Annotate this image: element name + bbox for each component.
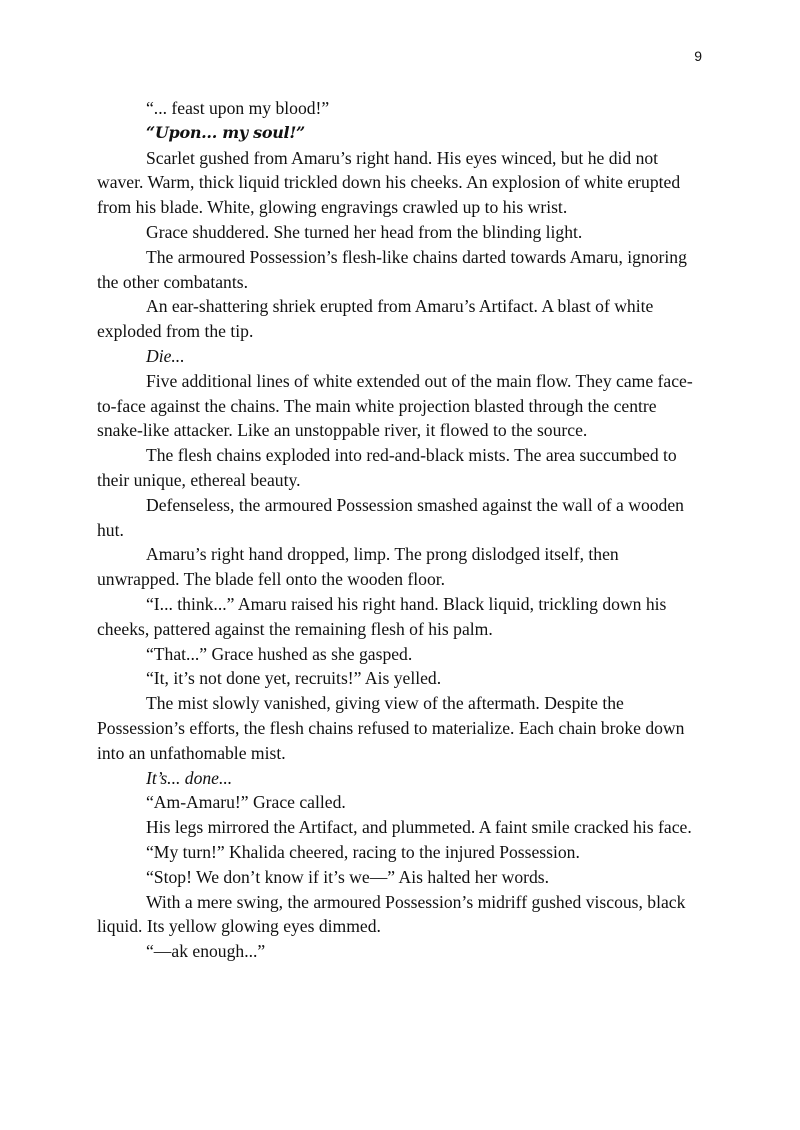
paragraph: “Am-Amaru!” Grace called. [146, 792, 346, 813]
paragraph-thought: It’s... done... [146, 767, 233, 788]
paragraph: With a mere swing, the armoured Possession’s midriff gushed viscous, black liquid. Its yellow glowing eyes dimmed. [97, 891, 686, 937]
paragraph: An ear-shattering shriek erupted from Amaru’s Artifact. A blast of white exploded from the tip. [97, 296, 654, 342]
paragraph: Grace shuddered. She turned her head from the blinding light. [146, 221, 583, 242]
page-number: 9 [694, 48, 702, 64]
paragraph: “Stop! We don’t know if it’s we—” Ais halted her words. [146, 866, 550, 887]
paragraph-chant: “Upon... my soul!” [146, 122, 305, 142]
paragraph: The armoured Possession’s flesh-like chains darted towards Amaru, ignoring the other combatants. [97, 246, 687, 292]
paragraph: “My turn!” Khalida cheered, racing to the injured Possession. [146, 841, 580, 862]
body-text [97, 96, 703, 964]
paragraph: “It, it’s not done yet, recruits!” Ais yelled. [146, 668, 442, 689]
paragraph: His legs mirrored the Artifact, and plummeted. A faint smile cracked his face. [146, 817, 692, 838]
paragraph: The mist slowly vanished, giving view of the aftermath. Despite the Possession’s efforts, the flesh chains refused to materialize. Each chain broke down into an unfathomable mist. [97, 693, 685, 763]
paragraph: “That...” Grace hushed as she gasped. [146, 643, 413, 664]
paragraph: “—ak enough...” [146, 941, 266, 962]
paragraph: “I... think...” Amaru raised his right hand. Black liquid, trickling down his cheeks, pattered against the remaining flesh of his palm. [97, 593, 667, 639]
paragraph: Amaru’s right hand dropped, limp. The prong dislodged itself, then unwrapped. The blade fell onto the wooden floor. [97, 544, 619, 590]
paragraph: The flesh chains exploded into red-and-black mists. The area succumbed to their unique, ethereal beauty. [97, 445, 677, 490]
paragraph: Five additional lines of white extended out of the main flow. They came face-to-face against the chains. The main white projection blasted through the centre snake-like attacker. Like an unstoppable river, it flowed to the source. [97, 370, 693, 441]
paragraph-thought: Die... [146, 345, 185, 366]
paragraph: “... feast upon my blood!” [146, 98, 330, 118]
paragraph: Scarlet gushed from Amaru’s right hand. His eyes winced, but he did not waver. Warm, thick liquid trickled down his cheeks. An explosion of white erupted from his blade. White, glowing engravings crawled up to his wrist. [97, 147, 681, 218]
paragraph: Defenseless, the armoured Possession smashed against the wall of a wooden hut. [97, 494, 684, 540]
